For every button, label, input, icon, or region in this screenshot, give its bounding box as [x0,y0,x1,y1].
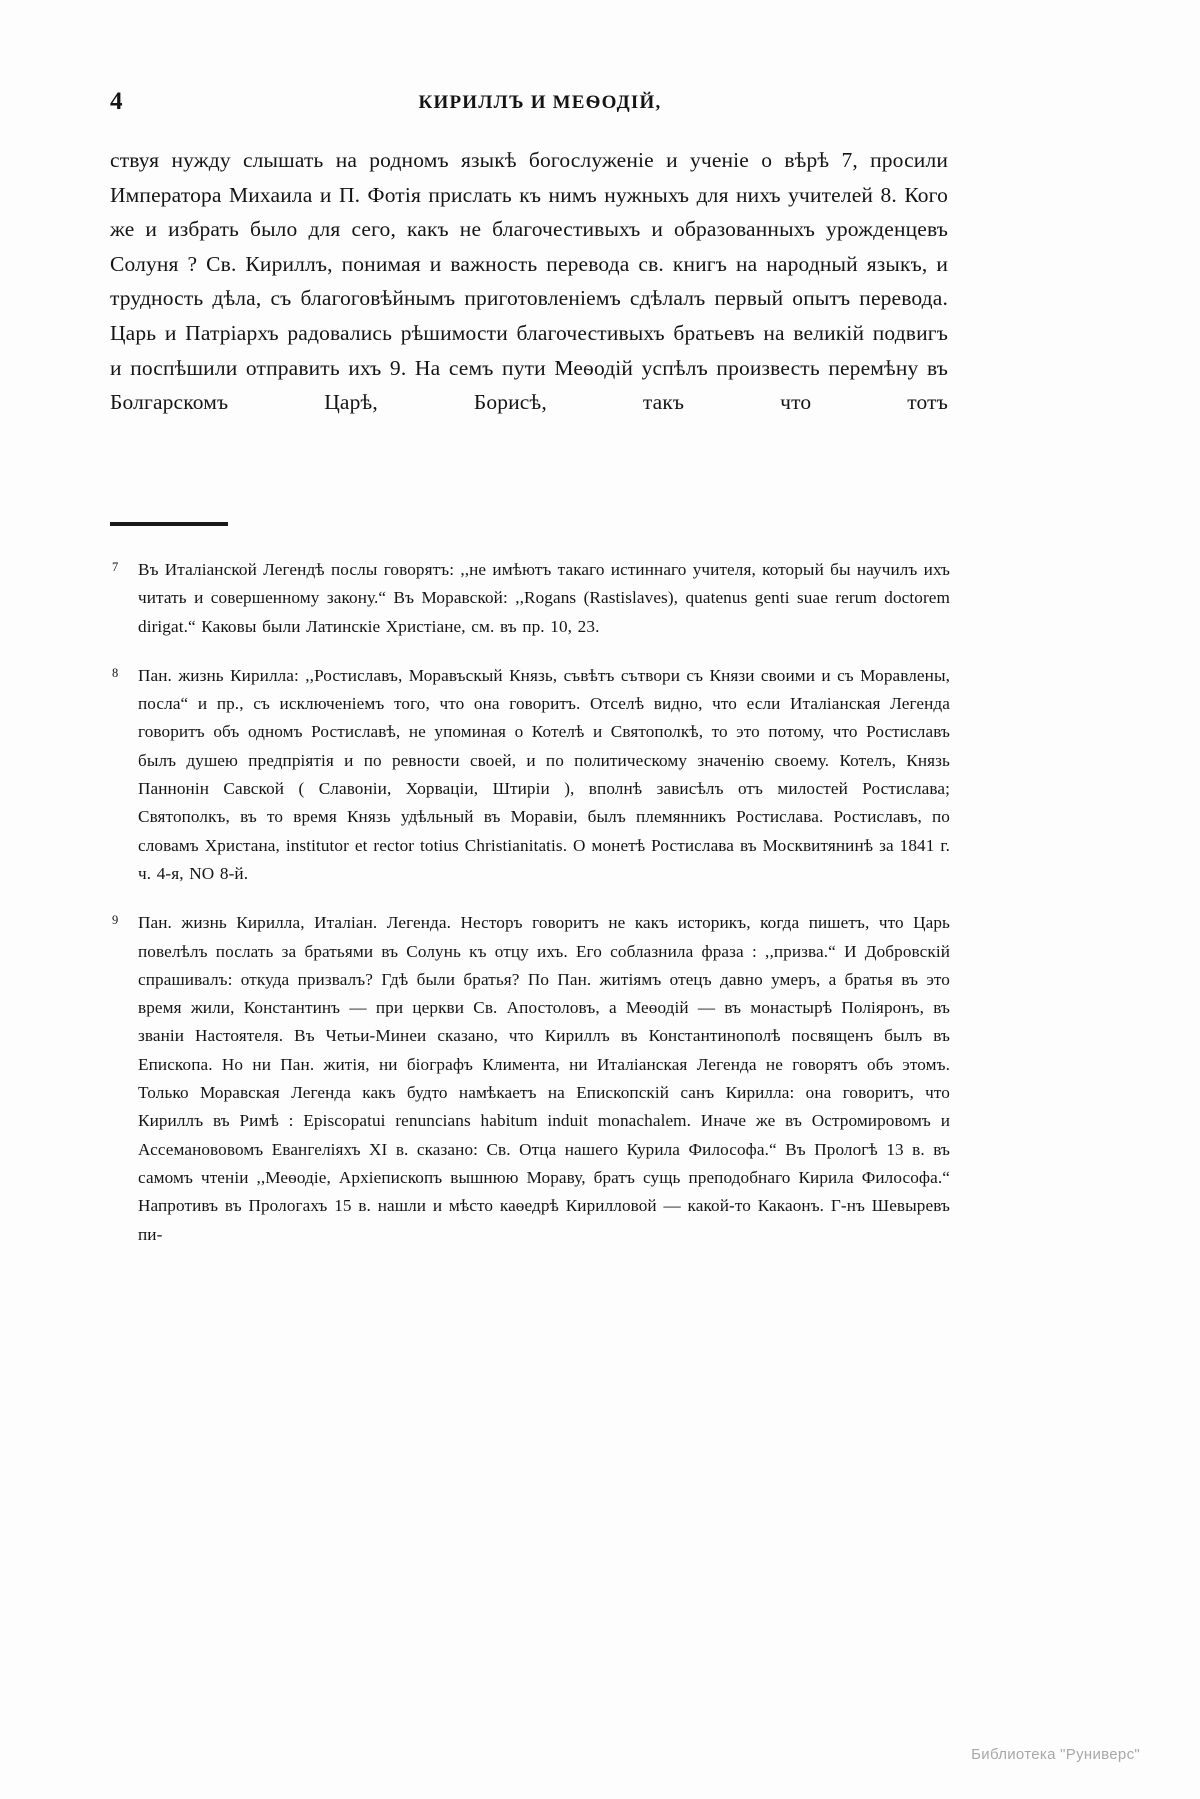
library-watermark: Библиотека "Руниверс" [971,1746,1140,1763]
footnote-marker: 9 [112,913,119,928]
footnote-text: Въ Италіанской Легендѣ послы говорятъ: ,,не имѣютъ такаго истиннаго учителя, который бы научилъ ихъ читать и совершенному закону.“ Въ Моравской: ,,Rogans (Rastislaves), quatenus genti suae rerum doctorem dirigat.“ Каковы были Латинскіе Христіане, см. въ пр. 10, 23. [138,560,950,636]
footnote-marker: 7 [112,560,119,574]
footnote-text: Пан. жизнь Кирилла: ,,Ростиславъ, Моравъскый Князь, съвѣтъ сътвори съ Князи своими и съ Моравлены, посла“ и пр., съ исключеніемъ того, что она говоритъ. Отселѣ видно, что если Италіанская Легенда говоритъ объ одномъ Ростиславѣ, не упоминая о Котелѣ и Святополкѣ, то это потому, что Ростиславъ былъ душею предпріятія и по ревности своей, и по политическому значенію своему. Котелъ, Князь Паннонін Савской ( Славоніи, Хорваціи, Штиріи ), вполнѣ зависѣлъ отъ милостей Ростислава; Святополкъ, въ то время Князь удѣльный въ Моравіи, былъ племянникъ Ростислава. Ростиславъ, по словамъ Христана, institutor et rector totius Christianitatis. О монетѣ Ростислава въ Москвитянинѣ за 1841 г. ч. 4-я, NO 8-й. [138,665,950,883]
running-title: КИРИЛЛЪ И МЕѲОДІЙ, [418,92,662,113]
page-number: 4 [110,88,123,115]
footnotes-section [110,556,950,1270]
footnote-separator-rule [110,522,228,526]
footnote-item [110,556,950,641]
body-paragraph: ствуя нужду слышать на родномъ языкѣ богослуженіе и ученіе о вѣрѣ 7, просили Императора Михаила и П. Фотія прислать къ нимъ нужныхъ для нихъ учителей 8. Кого же и избрать было для сего, какъ не благочестивыхъ и образованныхъ урожденцевъ Солуня ? Св. Кириллъ, понимая и важность перевода св. книгъ на народный языкъ, и трудность дѣла, съ благоговѣйнымъ приготовленіемъ сдѣлалъ первый опытъ перевода. Царь и Патріархъ радовались рѣшимости благочестивыхъ братьевъ на великій подвигъ и поспѣшили отправить ихъ 9. На семъ пути Меѳодій успѣлъ произвесть перемѣну въ Болгарскомъ Царѣ, Борисѣ, такъ что тотъ [110,148,948,415]
footnote-item [110,662,950,888]
footnote-marker: 8 [112,665,119,680]
footnote-text: Пан. жизнь Кирилла, Италіан. Легенда. Несторъ говоритъ не какъ историкъ, когда пишетъ, что Царь повелѣлъ послать за братьями въ Солунь къ отцу ихъ. Его соблазнила фраза : ,,призва.“ И Добровскій спрашивалъ: откуда призвалъ? Гдѣ были братья? По Пан. житіямъ отецъ давно умеръ, а братья въ это время жили, Константинъ — при церкви Св. Апостоловъ, а Меѳодій — въ монастырѣ Поліяронъ, въ званіи Настоятеля. Въ Четьи-Минеи сказано, что Кириллъ въ Константинополѣ посвященъ былъ въ Епископа. Но ни Пан. житія, ни біографъ Климента, ни Италіанская Легенда не говорятъ объ этомъ. Только Моравская Легенда какъ будто намѣкаетъ на Епископскій санъ Кирилла: она говоритъ, что Кириллъ въ Римѣ : Episcopatui renuncians habitum induit monachalem. Иначе же въ Остромировомъ и Ассеманововомъ Евангеліяхъ XI в. сказано: Св. Отца нашего Курила Философа.“ Въ Прологѣ 13 в. въ самомъ чтеніи ,,Меѳодіе, Архіепископъ вышнюю Мораву, братъ сущь преподобнаго Кирила Философа.“ Напротивъ въ Прологахъ 15 в. нашли и мѣсто каѳедрѣ Кирилловой — какой-то Какаонъ. Г-нъ Шевыревъ пи- [138,913,950,1244]
footnote-item [110,909,950,1249]
page-header [110,88,1090,122]
body-text-block [110,143,948,420]
